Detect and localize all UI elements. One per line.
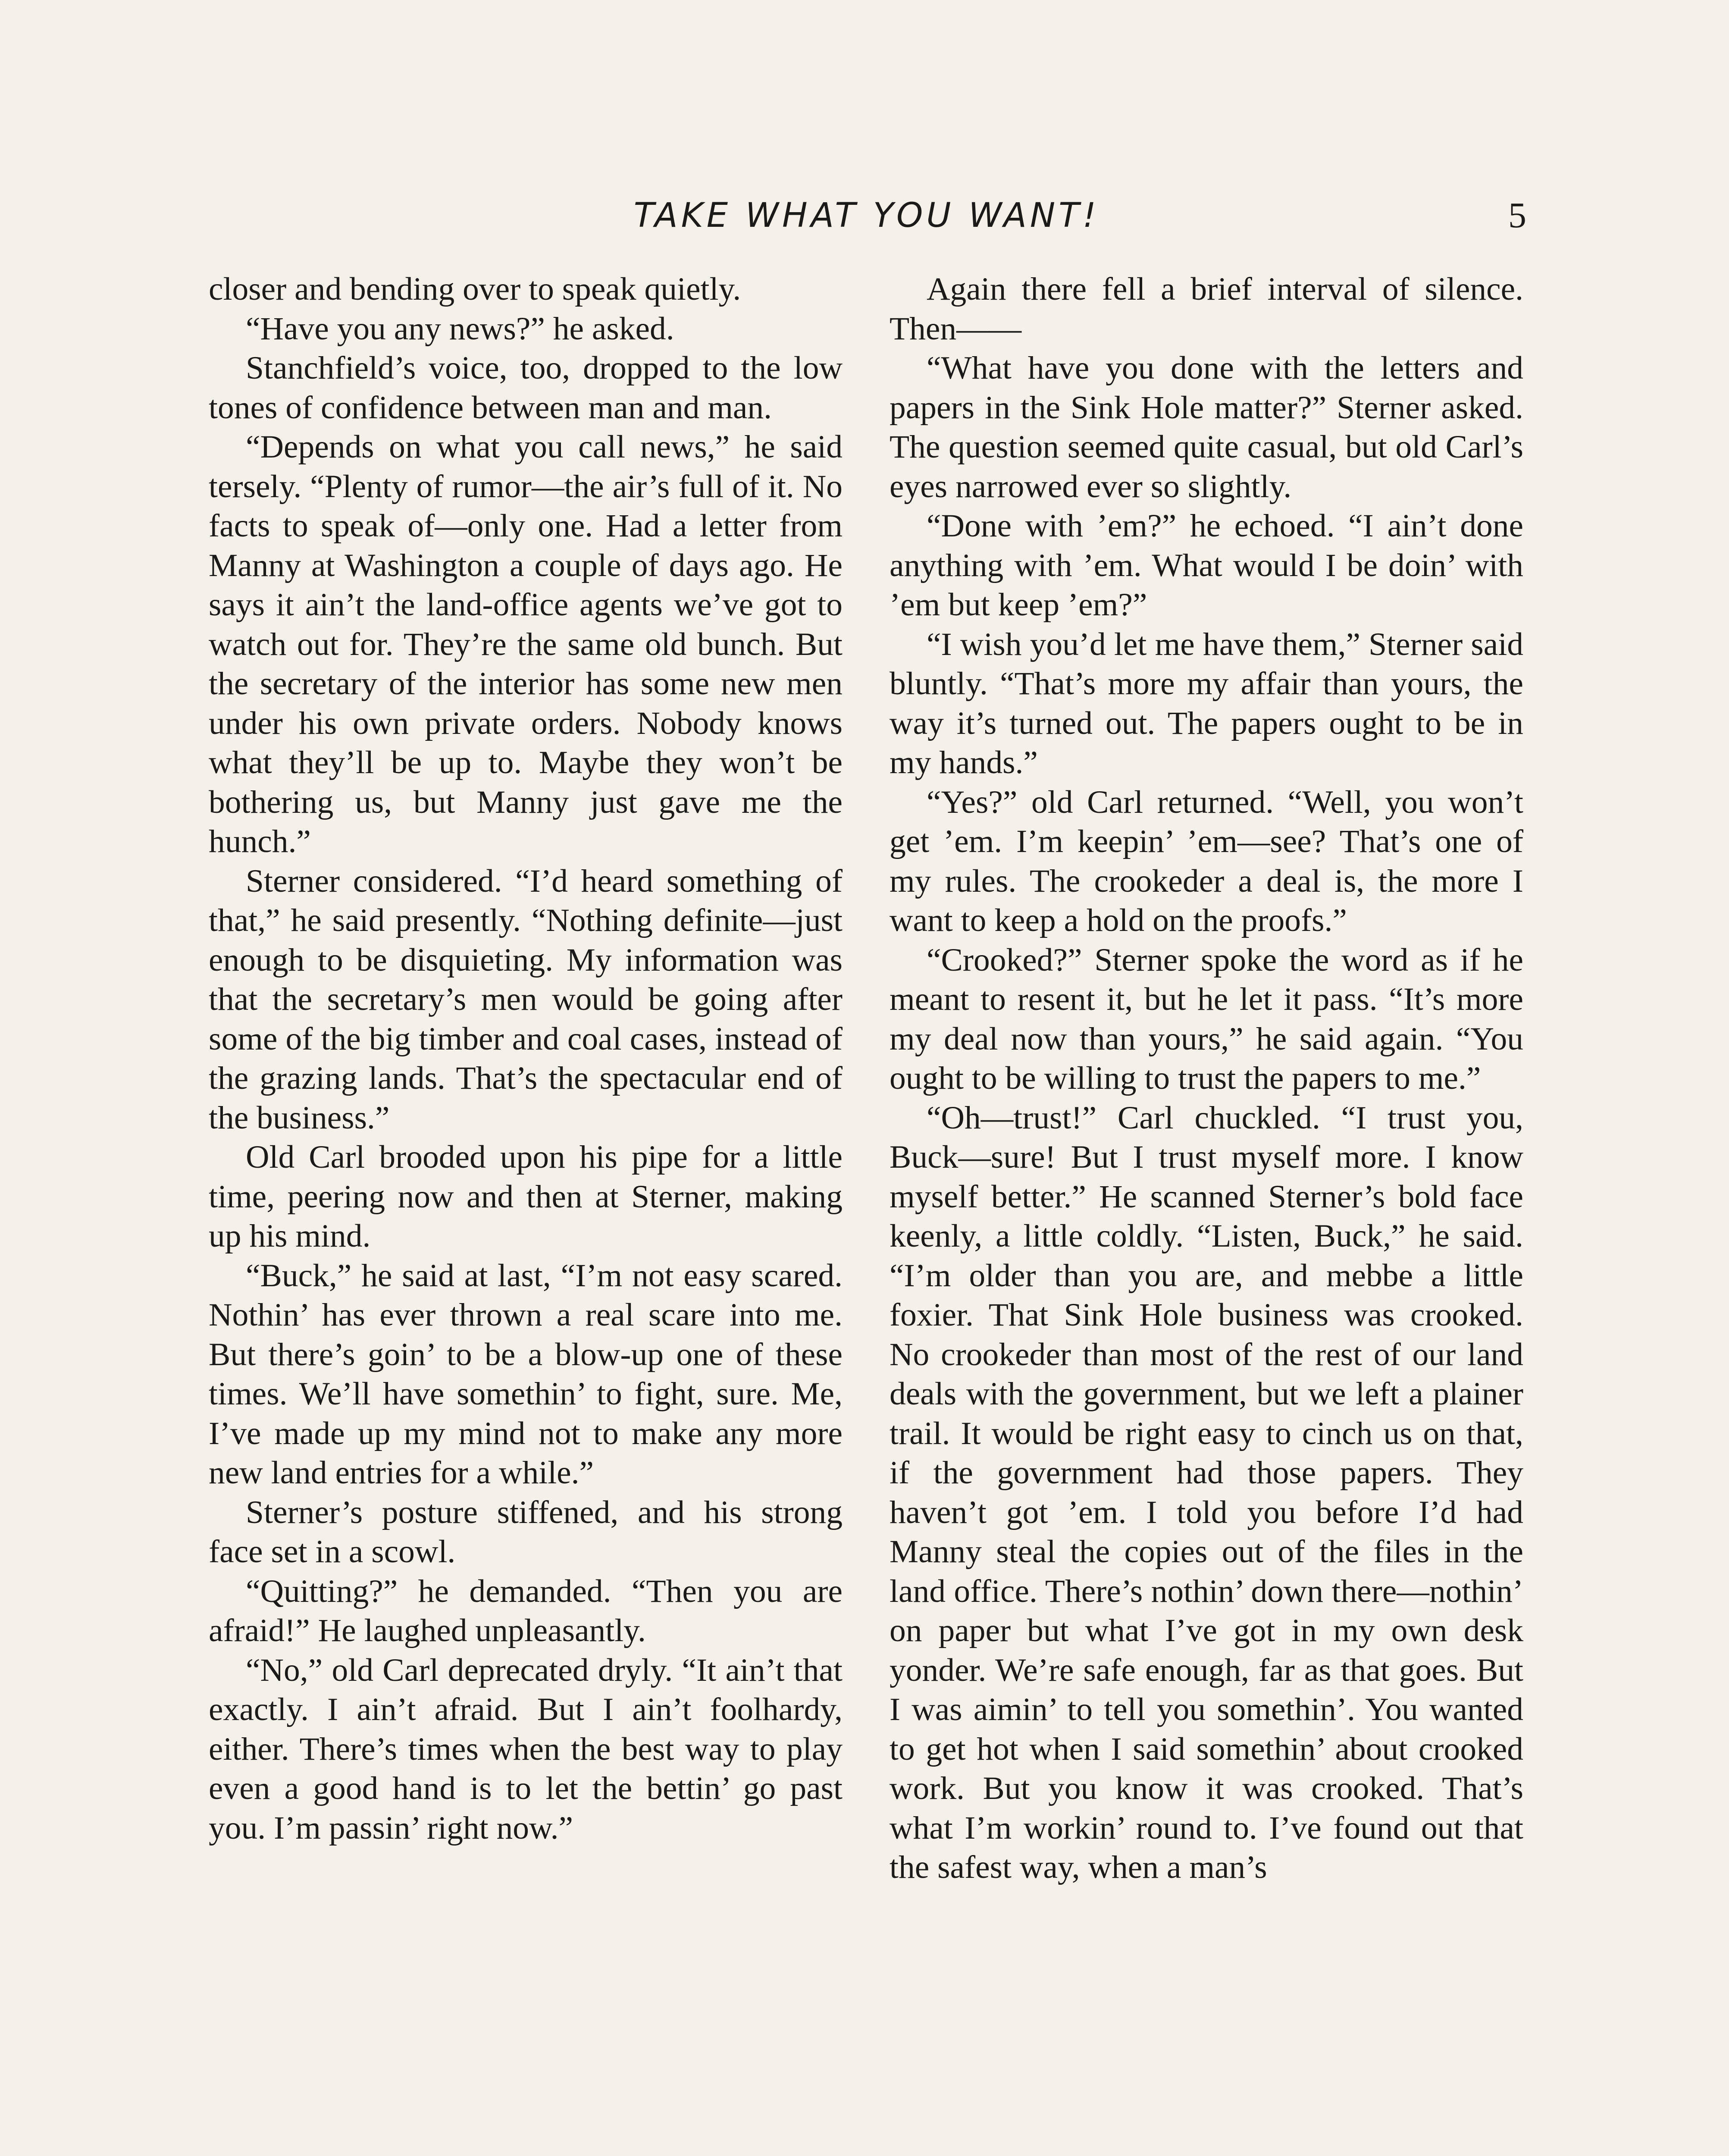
right-column: [890, 270, 1523, 1887]
paragraph: “Buck,” he said at last, “I’m not easy scared. Nothin’ has ever thrown a real scare into me. But there’s goin’ to be a blow-up one of these times. We’ll have somethin’ to fight, sure. Me, I’ve made up my mind not to make any more new land entries for a while.”: [209, 1257, 843, 1491]
paragraph: “Crooked?” Sterner spoke the word as if he meant to resent it, but he let it pass. “It’s more my deal now than yours,” he said again. “You ought to be willing to trust the papers to me.”: [890, 942, 1523, 1096]
paragraph: Stanchfield’s voice, too, dropped to the low tones of confidence between man and man.: [209, 350, 843, 426]
paragraph: “Depends on what you call news,” he said tersely. “Plenty of rumor—the air’s full of it. No facts to speak of—only one. Had a letter from Manny at Washington a couple of days ago. He says it ain’t the land-office agents we’ve got to watch out for. They’re the same old bunch. But the secretary of the interior has some new men under his own private orders. Nobody knows what they’ll be up to. Maybe they won’t be bothering us, but Manny just gave me the hunch.”: [209, 429, 843, 859]
paragraph: “What have you done with the letters and papers in the Sink Hole matter?” Sterner asked. The question seemed quite casual, but old Carl’s eyes narrowed ever so slightly.: [890, 350, 1523, 505]
paragraph: “Oh—trust!” Carl chuckled. “I trust you, Buck—sure! But I trust myself more. I know myself better.” He scanned Sterner’s bold face keenly, a little coldly. “Listen, Buck,” he said. “I’m older than you are, and mebbe a little foxier. That Sink Hole business was crooked. No crookeder than most of the rest of our land deals with the government, but we left a plainer trail. It would be right easy to cinch us on that, if the government had those papers. They haven’t got ’em. I told you before I’d had Manny steal the copies out of the files in the land office. There’s nothin’ down there—nothin’ on paper but what I’ve got in my own desk yonder. We’re safe enough, far as that goes. But I was aimin’ to tell you somethin’. You wanted to get hot when I said somethin’ about crooked work. But you know it was crooked. That’s what I’m workin’ round to. I’ve found out that the safest way, when a man’s: [890, 1100, 1523, 1885]
paragraph: closer and bending over to speak quietly.: [209, 271, 741, 307]
paragraph: “Quitting?” he demanded. “Then you are afraid!” He laughed unpleasantly.: [209, 1573, 843, 1648]
running-title: TAKE WHAT YOU WANT!: [633, 196, 1100, 235]
running-head: [207, 190, 1526, 241]
paragraph: Again there fell a brief interval of silence. Then——: [890, 271, 1523, 347]
paragraph: “Yes?” old Carl returned. “Well, you won’t get ’em. I’m keepin’ ’em—see? That’s one of my rules. The crookeder a deal is, the more I want to keep a hold on the proofs.”: [890, 784, 1523, 938]
paragraph: “No,” old Carl deprecated dryly. “It ain’t that exactly. I ain’t afraid. But I ain’t foolhardy, either. There’s times when the best way to play even a good hand is to let the bettin’ go past you. I’m passin’ right now.”: [209, 1652, 843, 1846]
page-number: 5: [1508, 195, 1526, 235]
paragraph: “Have you any news?” he asked.: [246, 310, 674, 347]
left-column: [209, 270, 843, 1848]
paragraph: “I wish you’d let me have them,” Sterner said bluntly. “That’s more my affair than yours, the way it’s turned out. The papers ought to be in my hands.”: [890, 626, 1523, 780]
paragraph: “Done with ’em?” he echoed. “I ain’t done anything with ’em. What would I be doin’ with ’em but keep ’em?”: [890, 508, 1523, 623]
paragraph: Sterner considered. “I’d heard something of that,” he said presently. “Nothing definite—just enough to be disquieting. My information was that the secretary’s men would be going after some of the big timber and coal cases, instead of the grazing lands. That’s the spectacular end of the business.”: [209, 863, 843, 1136]
paragraph: Sterner’s posture stiffened, and his strong face set in a scowl.: [209, 1494, 843, 1570]
paragraph: Old Carl brooded upon his pipe for a little time, peering now and then at Sterner, making up his mind.: [209, 1139, 843, 1254]
